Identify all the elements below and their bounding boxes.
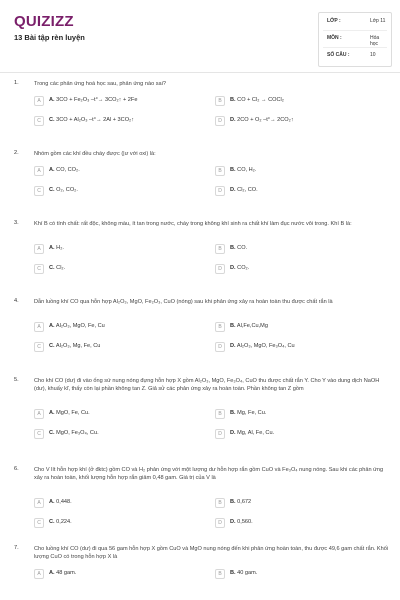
option-label: C. (49, 430, 55, 436)
option-label: C. (49, 187, 55, 193)
option-label: C. (49, 265, 55, 271)
option-content: Al₂O₃, MgO, Fe, Cu (54, 323, 105, 329)
header-divider (0, 72, 400, 73)
question-text: Dẫn luồng khí CO qua hỗn hợp Al₂O₃, MgO, Fe₂O₃, CuO (nóng) sau khi phản ứng xảy ra hoàn toàn thu được chất rắn là (34, 299, 333, 305)
option-content: 40 gam. (235, 570, 258, 576)
option-text (230, 519, 253, 525)
option-letter-box: C (34, 186, 44, 196)
option-text (230, 410, 266, 416)
option-label: B. (230, 167, 236, 173)
info-value: Hóa học (370, 35, 380, 47)
option-content: Al,Fe,Cu,Mg (235, 323, 268, 329)
option-content: CO, CO₂. (54, 167, 80, 173)
option-text (49, 343, 100, 349)
option-label: C. (49, 343, 55, 349)
option-label: A. (49, 245, 55, 251)
question-4 (0, 298, 400, 368)
option-text (49, 245, 64, 251)
info-row-class (327, 15, 387, 28)
divider (323, 30, 387, 31)
question-text: Nhóm gồm các khí đều cháy được (|ư với oxi) là: (34, 151, 156, 157)
option-text (230, 97, 284, 103)
option-letter-box: C (34, 518, 44, 528)
option-content: O₂, CO₂. (54, 187, 78, 193)
question-number: 1. (14, 80, 19, 86)
option-content: Cl₂. (54, 265, 66, 271)
worksheet-info-box (318, 12, 392, 67)
option-d[interactable] (215, 184, 393, 198)
question-text: Cho khí CO (dư) đi vào ống sứ nung nóng đựng hỗn hợp X gồm Al₂O₃, MgO, Fe₃O₄, CuO thu được chất rắn Y. Cho Y vào dung dịch NaOH (dư), khuấy kĩ, thấy còn lại phần không tan Z. Giả sử các phản ứng xảy ra hoàn toàn. Phần không tan Z gồm (34, 378, 380, 392)
option-letter-box: B (215, 166, 225, 176)
option-content: Mg, Fe, Cu. (235, 410, 267, 416)
option-content: 3CO + Fe₂O₃ –t°→ 3CO₂↑ + 2Fe (54, 97, 138, 103)
option-label: A. (49, 323, 55, 329)
option-label: D. (230, 265, 236, 271)
question-number: 3. (14, 220, 19, 226)
option-content: CO. (235, 245, 248, 251)
option-d[interactable] (215, 516, 393, 530)
option-text (49, 570, 76, 576)
option-letter-box: A (34, 322, 44, 332)
option-d[interactable] (215, 262, 393, 276)
option-content: CO₂. (235, 265, 250, 271)
info-key: LỚP : (327, 18, 341, 24)
option-b[interactable] (215, 567, 393, 581)
option-label: B. (230, 410, 236, 416)
info-key: MÔN : (327, 35, 342, 41)
option-label: B. (230, 245, 236, 251)
option-letter-box: B (215, 409, 225, 419)
question-text: Khí B có tính chất: rất độc, không màu, ít tan trong nước, cháy trong không khí sinh ra chất khí làm đục nước vôi trong. Khí B là: (34, 221, 352, 227)
question-3 (0, 220, 400, 290)
option-label: D. (230, 343, 236, 349)
option-content: Mg, Al, Fe, Cu. (235, 430, 275, 436)
option-content: Al₂O₃, MgO, Fe₃O₄, Cu (235, 343, 295, 349)
option-label: D. (230, 187, 236, 193)
option-text (230, 265, 249, 271)
info-value: 10 (370, 52, 376, 58)
option-a[interactable] (34, 496, 212, 510)
option-letter-box: B (215, 498, 225, 508)
option-content: CO + Cl₂ → COCl₂ (235, 97, 284, 103)
option-text (230, 499, 251, 505)
option-a[interactable] (34, 567, 212, 581)
option-text (230, 430, 274, 436)
option-c[interactable] (34, 184, 212, 198)
option-text (230, 323, 268, 329)
option-letter-box: A (34, 569, 44, 579)
option-text (230, 343, 295, 349)
option-label: C. (49, 519, 55, 525)
option-a[interactable] (34, 320, 212, 334)
option-label: A. (49, 97, 55, 103)
option-c[interactable] (34, 114, 212, 128)
question-7 (0, 545, 400, 600)
option-a[interactable] (34, 94, 212, 108)
option-text (230, 187, 258, 193)
option-content: 2CO + O₂ –t°→ 2CO₂↑ (235, 117, 294, 123)
option-text (49, 410, 90, 416)
option-text (49, 430, 99, 436)
option-label: A. (49, 499, 55, 505)
option-label: B. (230, 323, 236, 329)
info-row-subject (327, 32, 387, 45)
option-b[interactable] (215, 496, 393, 510)
question-text: Cho V lít hỗn hợp khí (ở đktc) gồm CO và H₂ phản ứng với một lượng dư hỗn hợp rắn gồm CuO và Fe₃O₄ nung nóng. Sau khi các phản ứng xảy ra hoàn toàn, khối lượng hỗn hợp rắn giảm 0,48 gam. Giá trị của V là (34, 467, 384, 481)
option-label: A. (49, 167, 55, 173)
option-letter-box: C (34, 264, 44, 274)
question-1 (0, 80, 400, 150)
option-c[interactable] (34, 427, 212, 441)
info-key: SỐ CÂU : (327, 52, 350, 58)
option-c[interactable] (34, 340, 212, 354)
quizizz-logo: QUIZIZZ (14, 13, 74, 30)
option-label: B. (230, 97, 236, 103)
question-number: 2. (14, 150, 19, 156)
question-5 (0, 377, 400, 447)
option-letter-box: B (215, 569, 225, 579)
option-letter-box: D (215, 429, 225, 439)
option-b[interactable] (215, 242, 393, 256)
option-letter-box: D (215, 186, 225, 196)
question-text: Cho luồng khí CO (dư) đi qua 56 gam hỗn hợp X gồm CuO và MgO nung nóng đến khi phản ứng hoàn toàn, thu được 49,6 gam chất rắn. Khối lượng CuO có trong hỗn hợp X là (34, 546, 389, 560)
option-letter-box: B (215, 322, 225, 332)
option-letter-box: A (34, 244, 44, 254)
option-text (230, 117, 294, 123)
option-letter-box: A (34, 409, 44, 419)
option-content: MgO, Fe₃O₄, Cu. (54, 430, 99, 436)
option-text (230, 167, 256, 173)
divider (323, 47, 387, 48)
option-text (49, 97, 137, 103)
option-label: A. (49, 570, 55, 576)
option-text (49, 265, 65, 271)
question-6 (0, 466, 400, 536)
option-letter-box: A (34, 498, 44, 508)
option-b[interactable] (215, 164, 393, 178)
info-row-question-count (327, 49, 387, 62)
option-letter-box: B (215, 96, 225, 106)
option-content: 48 gam. (54, 570, 77, 576)
option-letter-box: C (34, 116, 44, 126)
option-content: Al₂O₃, Mg, Fe, Cu (54, 343, 101, 349)
question-number: 5. (14, 377, 19, 383)
option-letter-box: A (34, 96, 44, 106)
option-letter-box: D (215, 518, 225, 528)
question-2 (0, 150, 400, 220)
option-content: Cl₂, CO. (235, 187, 258, 193)
option-letter-box: A (34, 166, 44, 176)
option-text (49, 323, 105, 329)
option-d[interactable] (215, 340, 393, 354)
option-text (49, 167, 80, 173)
option-a[interactable] (34, 407, 212, 421)
option-content: CO, H₂. (235, 167, 257, 173)
option-label: C. (49, 117, 55, 123)
option-letter-box: D (215, 116, 225, 126)
question-text: Trong các phản ứng hoá học sau, phản ứng nào sai? (34, 81, 166, 87)
option-label: D. (230, 430, 236, 436)
option-d[interactable] (215, 427, 393, 441)
option-content: 3CO + Al₂O₃ –t°→ 2Al + 3CO₂↑ (54, 117, 135, 123)
option-letter-box: D (215, 342, 225, 352)
option-b[interactable] (215, 94, 393, 108)
option-letter-box: D (215, 264, 225, 274)
option-letter-box: C (34, 342, 44, 352)
option-text (49, 519, 72, 525)
option-content: H₂. (54, 245, 64, 251)
option-a[interactable] (34, 164, 212, 178)
question-number: 6. (14, 466, 19, 472)
option-label: B. (230, 570, 236, 576)
option-text (230, 245, 247, 251)
question-number: 7. (14, 545, 19, 551)
option-label: A. (49, 410, 55, 416)
option-c[interactable] (34, 516, 212, 530)
option-letter-box: C (34, 429, 44, 439)
option-content: 0,672 (235, 499, 252, 505)
worksheet-title: 13 Bài tập rèn luyện (14, 33, 85, 42)
option-content: 0,560. (235, 519, 253, 525)
option-a[interactable] (34, 242, 212, 256)
option-content: MgO, Fe, Cu. (54, 410, 90, 416)
option-text (49, 117, 134, 123)
option-label: D. (230, 117, 236, 123)
option-b[interactable] (215, 320, 393, 334)
option-c[interactable] (34, 262, 212, 276)
option-label: D. (230, 519, 236, 525)
question-number: 4. (14, 298, 19, 304)
option-letter-box: B (215, 244, 225, 254)
option-text (49, 187, 78, 193)
option-text (230, 570, 257, 576)
option-b[interactable] (215, 407, 393, 421)
info-value: Lớp 11 (370, 18, 386, 24)
option-text (49, 499, 72, 505)
option-d[interactable] (215, 114, 393, 128)
option-label: B. (230, 499, 236, 505)
option-content: 0,448. (54, 499, 72, 505)
option-content: 0,224. (54, 519, 72, 525)
